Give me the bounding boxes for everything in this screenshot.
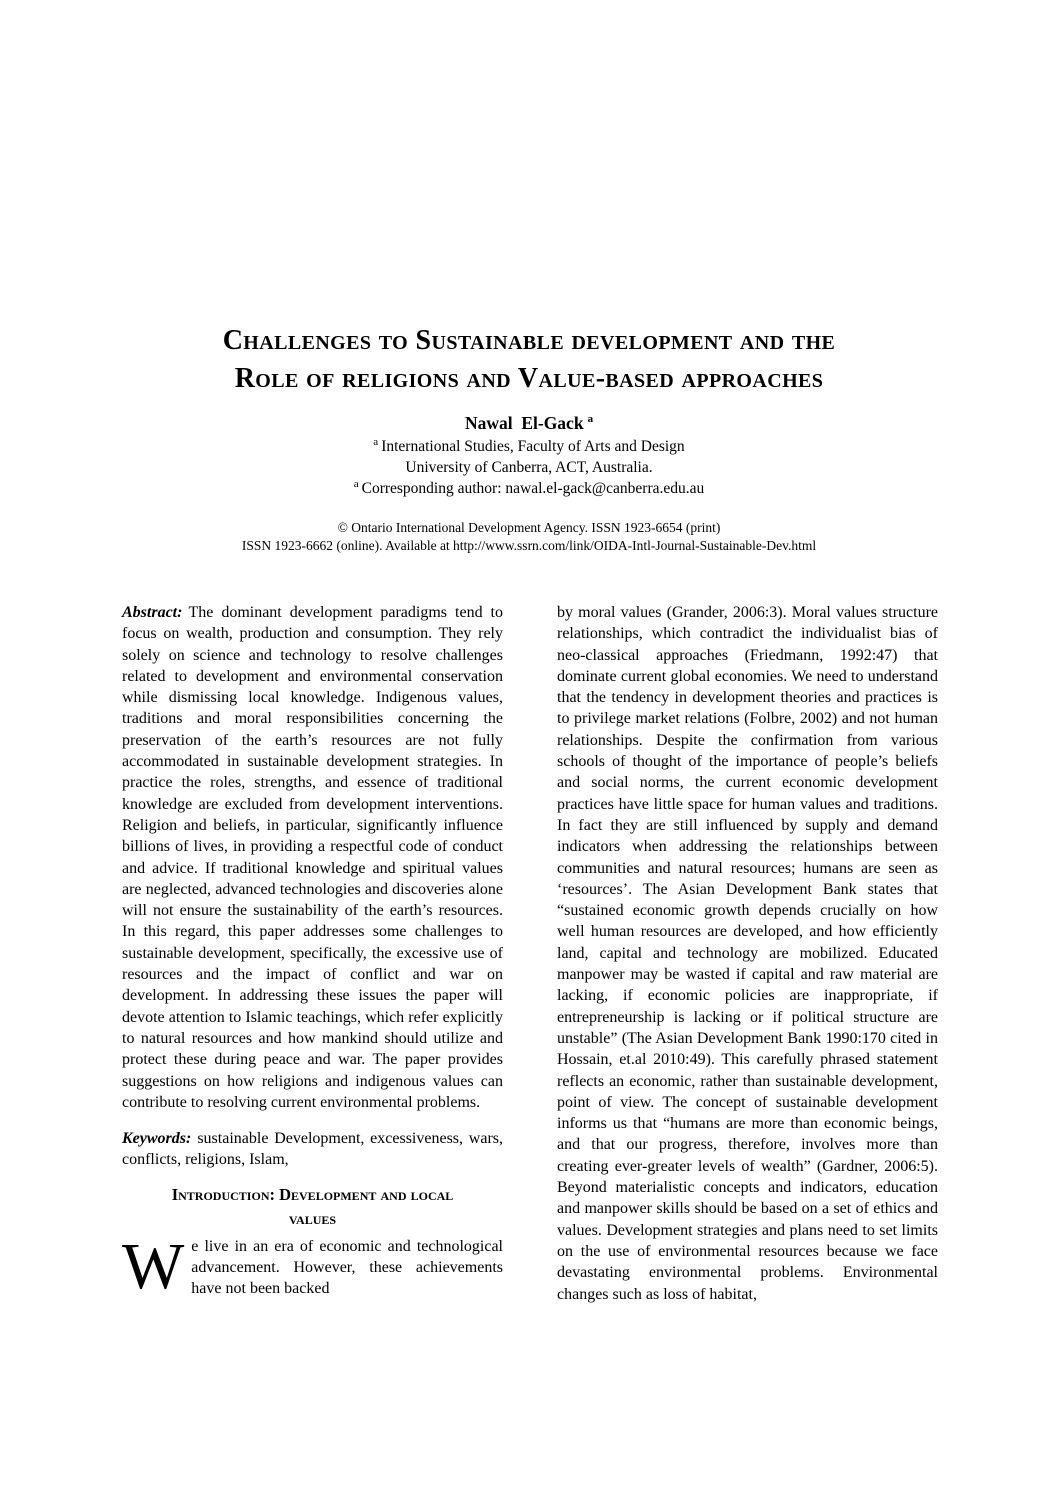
right-column-paragraph: by moral values (Grander, 2006:3). Moral values structure relationships, which contradict the individualist bias of neo-classical approaches (Friedmann, 1992:47) that dominate current global economies. We need to understand that the tendency in development theories and practices is to privilege market relations (Folbre, 2002) and not human relationships. Despite the confirmation from various schools of thought of the importance of people’s beliefs and social norms, the current economic development practices have little space for human values and traditions. In fact they are still influenced by supply and demand indicators when addressing the relationships between communities and natural resources; humans are seen as ‘resources’. The Asian Development Bank states that “sustained economic growth depends crucially on how well human resources are developed, and how efficiently land, capital and technology are mobilized. Educated manpower may be wasted if capital and raw material are lacking, if economic policies are inappropriate, if entrepreneurship is lacking or if political structure are unstable” (The Asian Development Bank 1990:170 cited in Hossain, et.al 2010:49). This carefully phrased statement reflects an economic, rather than sustainable development, point of view. The concept of sustainable development informs us that “humans are more than economic beings, and that our progress, therefore, involves more than creating ever-greater levels of wealth” (Gardner, 2006:5). Beyond materialistic concepts and indicators, education and manpower skills should be based on a set of ethics and values. Development strategies and plans need to set limits on the use of environmental resources because we face devastating environmental problems. Environmental changes such as loss of habitat, bbox=[557, 604, 938, 1303]
keywords-label: Keywords: bbox=[122, 1130, 192, 1148]
introduction-paragraph bbox=[122, 1229, 503, 1303]
affiliation-line-3 bbox=[0, 478, 1058, 499]
paper-title-line2: Role of religions and Value-based approaches bbox=[234, 363, 824, 394]
introduction-heading: Introduction: Development and local values bbox=[171, 1184, 454, 1228]
author-block bbox=[0, 411, 1058, 499]
imprint-block bbox=[0, 519, 1058, 555]
two-column-body bbox=[122, 602, 939, 1305]
affiliation-text-2: University of Canberra, ACT, Australia. bbox=[405, 459, 653, 476]
keywords-paragraph bbox=[122, 1128, 503, 1171]
affiliation-marker-1: a bbox=[373, 435, 379, 448]
imprint-line-1: © Ontario International Development Agency. ISSN 1923-6654 (print) bbox=[337, 520, 721, 535]
affiliation-text-1: International Studies, Faculty of Arts and Design bbox=[381, 438, 685, 455]
abstract-paragraph bbox=[122, 602, 503, 1113]
affiliation-marker-3: a bbox=[353, 477, 359, 490]
affiliation-line-1 bbox=[0, 436, 1058, 457]
introduction-text: e live in an era of economic and technological advancement. However, these achievements have not been backed bbox=[191, 1237, 503, 1298]
keywords-text: sustainable Development, excessiveness, wars, conflicts, religions, Islam, bbox=[122, 1130, 503, 1169]
imprint-line-2: ISSN 1923-6662 (online). Available at http://www.ssrn.com/link/OIDA-Intl-Journal-Sustainable-Dev.html bbox=[241, 538, 817, 553]
affiliation-line-2 bbox=[0, 457, 1058, 478]
corresponding-author-text: Corresponding author: nawal.el-gack@canberra.edu.au bbox=[361, 480, 705, 497]
author-name bbox=[0, 411, 1058, 436]
author-name-text: Nawal El-Gack bbox=[464, 413, 584, 433]
abstract-text: The dominant development paradigms tend to focus on wealth, production and consumption. They rely solely on science and technology to resolve challenges related to development and environmental conservation while dismissing local knowledge. Indigenous values, traditions and moral responsibilities concerning the preservation of the earth’s resources are not fully accommodated in sustainable development strategies. In practice the roles, strengths, and essence of traditional knowledge are excluded from development interventions. Religion and beliefs, in particular, significantly influence billions of lives, in providing a respectful code of conduct and advice. If traditional knowledge and spiritual values are neglected, advanced technologies and discoveries alone will not ensure the sustainability of the earth’s resources. In this regard, this paper addresses some challenges to sustainable development, specifically, the excessive use of resources and the impact of conflict and war on development. In addressing these issues the paper will devote attention to Islamic teachings, which refer explicitly to natural resources and how mankind should utilize and protect these during peace and war. The paper provides suggestions on how religions and indigenous values can contribute to resolving current environmental problems. bbox=[122, 604, 503, 1111]
left-column bbox=[122, 602, 503, 1305]
paper-title-line1: Challenges to Sustainable development and the bbox=[222, 325, 836, 356]
abstract-label: Abstract: bbox=[122, 604, 183, 621]
author-affiliation-marker: a bbox=[587, 413, 594, 426]
drop-cap: W bbox=[122, 1229, 185, 1303]
right-column bbox=[557, 602, 938, 1305]
paper-title bbox=[0, 322, 1058, 398]
